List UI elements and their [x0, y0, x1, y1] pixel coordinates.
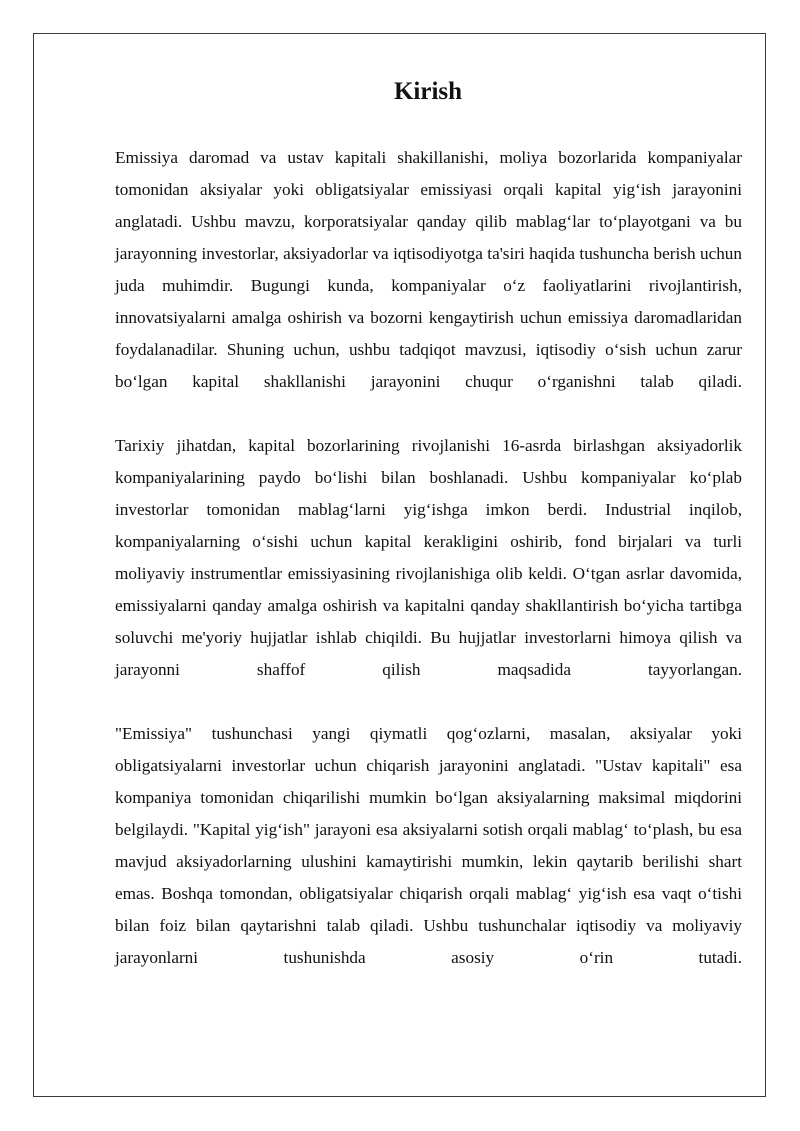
paragraph-history: Tarixiy jihatdan, kapital bozorlarining rivojlanishi 16-asrda birlashgan aksiyadorlik kompaniyalarining paydo bo‘lishi bilan boshlanadi. Ushbu kompaniyalar ko‘plab investorlar tomonidan mablag‘larni yig‘ishga imkon berdi. Industrial inqilob, kompaniyalarning o‘sishi uchun kapital kerakligini oshirib, fond birjalari va turli moliyaviy instrumentlar emissiyasining rivojlanishiga olib keldi. O‘tgan asrlar davomida, emissiyalarni qanday amalga oshirish va kapitalni qanday shakllantirish bo‘yicha tartibga soluvchi me'yoriy hujjatlar ishlab chiqildi. Bu hujjatlar investorlarni himoya qilish va jarayonni shaffof qilish maqsadida tayyorlangan.	[115, 436, 742, 679]
document-body	[115, 142, 742, 1006]
paragraph-definitions: "Emissiya" tushunchasi yangi qiymatli qog‘ozlarni, masalan, aksiyalar yoki obligatsiyalarni investorlar uchun chiqarish jarayonini anglatadi. "Ustav kapitali" esa kompaniya tomonidan chiqarilishi mumkin bo‘lgan aksiyalarning maksimal miqdorini belgilaydi. "Kapital yig‘ish" jarayoni esa aksiyalarni sotish orqali mablag‘ to‘plash, bu esa mavjud aksiyadorlarning ulushini kamaytirishi mumkin, lekin qaytarib berilishi shart emas. Boshqa tomondan, obligatsiyalar chiqarish orqali mablag‘ yig‘ish esa vaqt o‘tishi bilan foiz bilan qaytarishni talab qiladi. Ushbu tushunchalar iqtisodiy va moliyaviy jarayonlarni tushunishda asosiy o‘rin tutadi.	[115, 724, 742, 967]
page-title: Kirish	[393, 78, 463, 105]
paragraph-intro: Emissiya daromad va ustav kapitali shakillanishi, moliya bozorlarida kompaniyalar tomonidan aksiyalar yoki obligatsiyalar emissiyasi orqali kapital yig‘ish jarayonini anglatadi. Ushbu mavzu, korporatsiyalar qanday qilib mablag‘lar to‘playotgani va bu jarayonning investorlar, aksiyadorlar va iqtisodiyotga ta'siri haqida tushuncha berish uchun juda muhimdir. Bugungi kunda, kompaniyalar o‘z faoliyatlarini rivojlantirish, innovatsiyalarni amalga oshirish va bozorni kengaytirish uchun emissiya daromadlaridan foydalanadilar. Shuning uchun, ushbu tadqiqot mavzusi, iqtisodiy o‘sish uchun zarur bo‘lgan kapital shakllanishi jarayonini chuqur o‘rganishni talab qiladi.	[115, 148, 742, 391]
